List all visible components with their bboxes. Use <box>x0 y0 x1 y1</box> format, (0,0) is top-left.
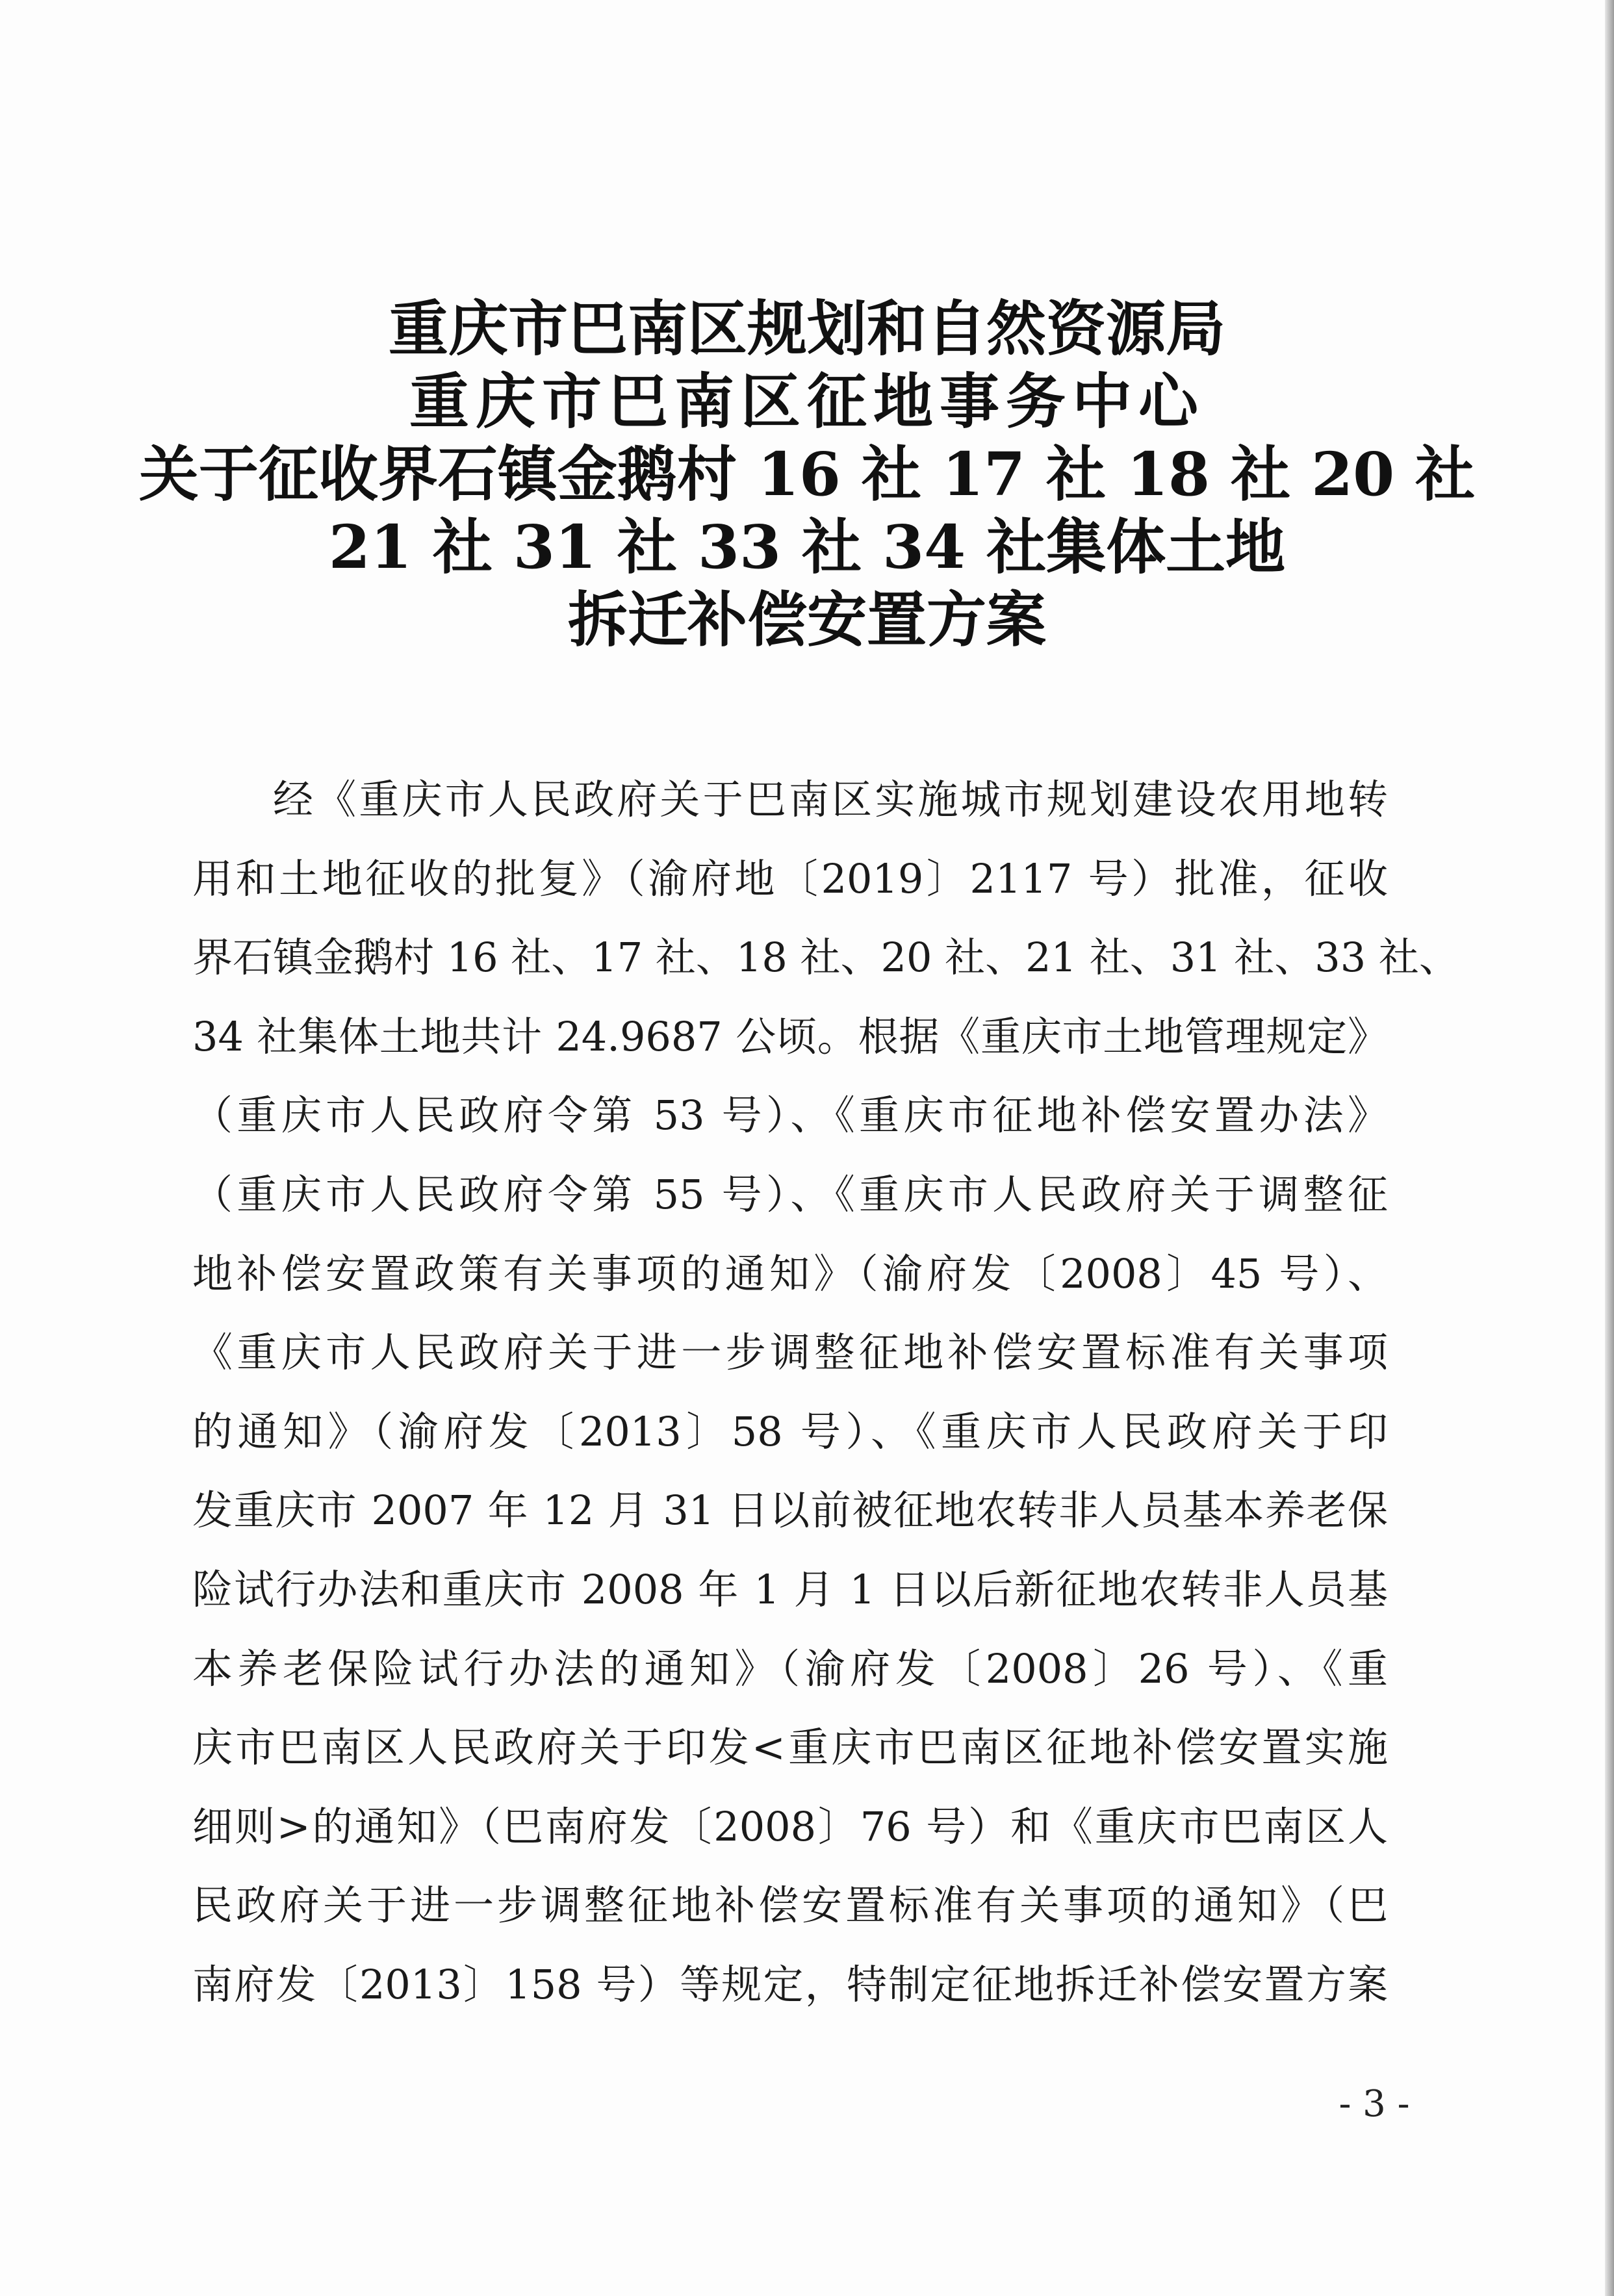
body-line: 发重庆市 2007 年 12 月 31 日以前被征地农转非人员基本养老保 <box>192 1486 1388 1535</box>
body-line: 险试行办法和重庆市 2008 年 1 月 1 日以后新征地农转非人员基 <box>192 1565 1388 1613</box>
title-line-3: 关于征收界石镇金鹅村 16 社 17 社 18 社 20 社 <box>138 439 1476 509</box>
body-line: 用和土地征收的批复》（渝府地〔2019〕2117 号）批准，征收 <box>192 854 1388 902</box>
body-line: （重庆市人民政府令第 53 号）、《重庆市征地补偿安置办法》 <box>192 1091 1388 1140</box>
body-line: 34 社集体土地共计 24.9687 公顷。根据《重庆市土地管理规定》 <box>192 1012 1388 1060</box>
title-line-4: 21 社 31 社 33 社 34 社集体土地 <box>328 512 1286 582</box>
title-line-5: 拆迁补偿安置方案 <box>567 585 1046 655</box>
body-line: 庆市巴南区人民政府关于印发<重庆市巴南区征地补偿安置实施 <box>192 1724 1388 1772</box>
title-line-1: 重庆市巴南区规划和自然资源局 <box>388 294 1225 364</box>
body-line: 地补偿安置政策有关事项的通知》（渝府发〔2008〕45 号）、 <box>192 1249 1388 1297</box>
body-line: 界石镇金鹅村 16 社、17 社、18 社、20 社、21 社、31 社、33 社、 <box>192 934 1459 982</box>
body-line: 《重庆市人民政府关于进一步调整征地补偿安置标准有关事项 <box>192 1329 1388 1377</box>
body-paragraph <box>192 760 1459 2024</box>
body-line: 民政府关于进一步调整征地补偿安置标准有关事项的通知》（巴 <box>192 1881 1388 1930</box>
body-line: 本养老保险试行办法的通知》（渝府发〔2008〕26 号）、《重 <box>192 1644 1388 1692</box>
body-line: （重庆市人民政府令第 55 号）、《重庆市人民政府关于调整征 <box>192 1170 1388 1218</box>
document-title <box>0 292 1614 656</box>
title-line-2: 重庆市巴南区征地事务中心 <box>409 366 1205 437</box>
body-line: 的通知》（渝府发〔2013〕58 号）、《重庆市人民政府关于印 <box>192 1407 1388 1455</box>
body-line: 南府发〔2013〕158 号）等规定，特制定征地拆迁补偿安置方案 <box>192 1960 1388 2008</box>
body-line: 经《重庆市人民政府关于巴南区实施城市规划建设农用地转 <box>273 776 1388 823</box>
page-number: - 3 - <box>1339 2083 1410 2125</box>
body-line: 细则>的通知》（巴南府发〔2008〕76 号）和《重庆市巴南区人 <box>192 1802 1388 1850</box>
